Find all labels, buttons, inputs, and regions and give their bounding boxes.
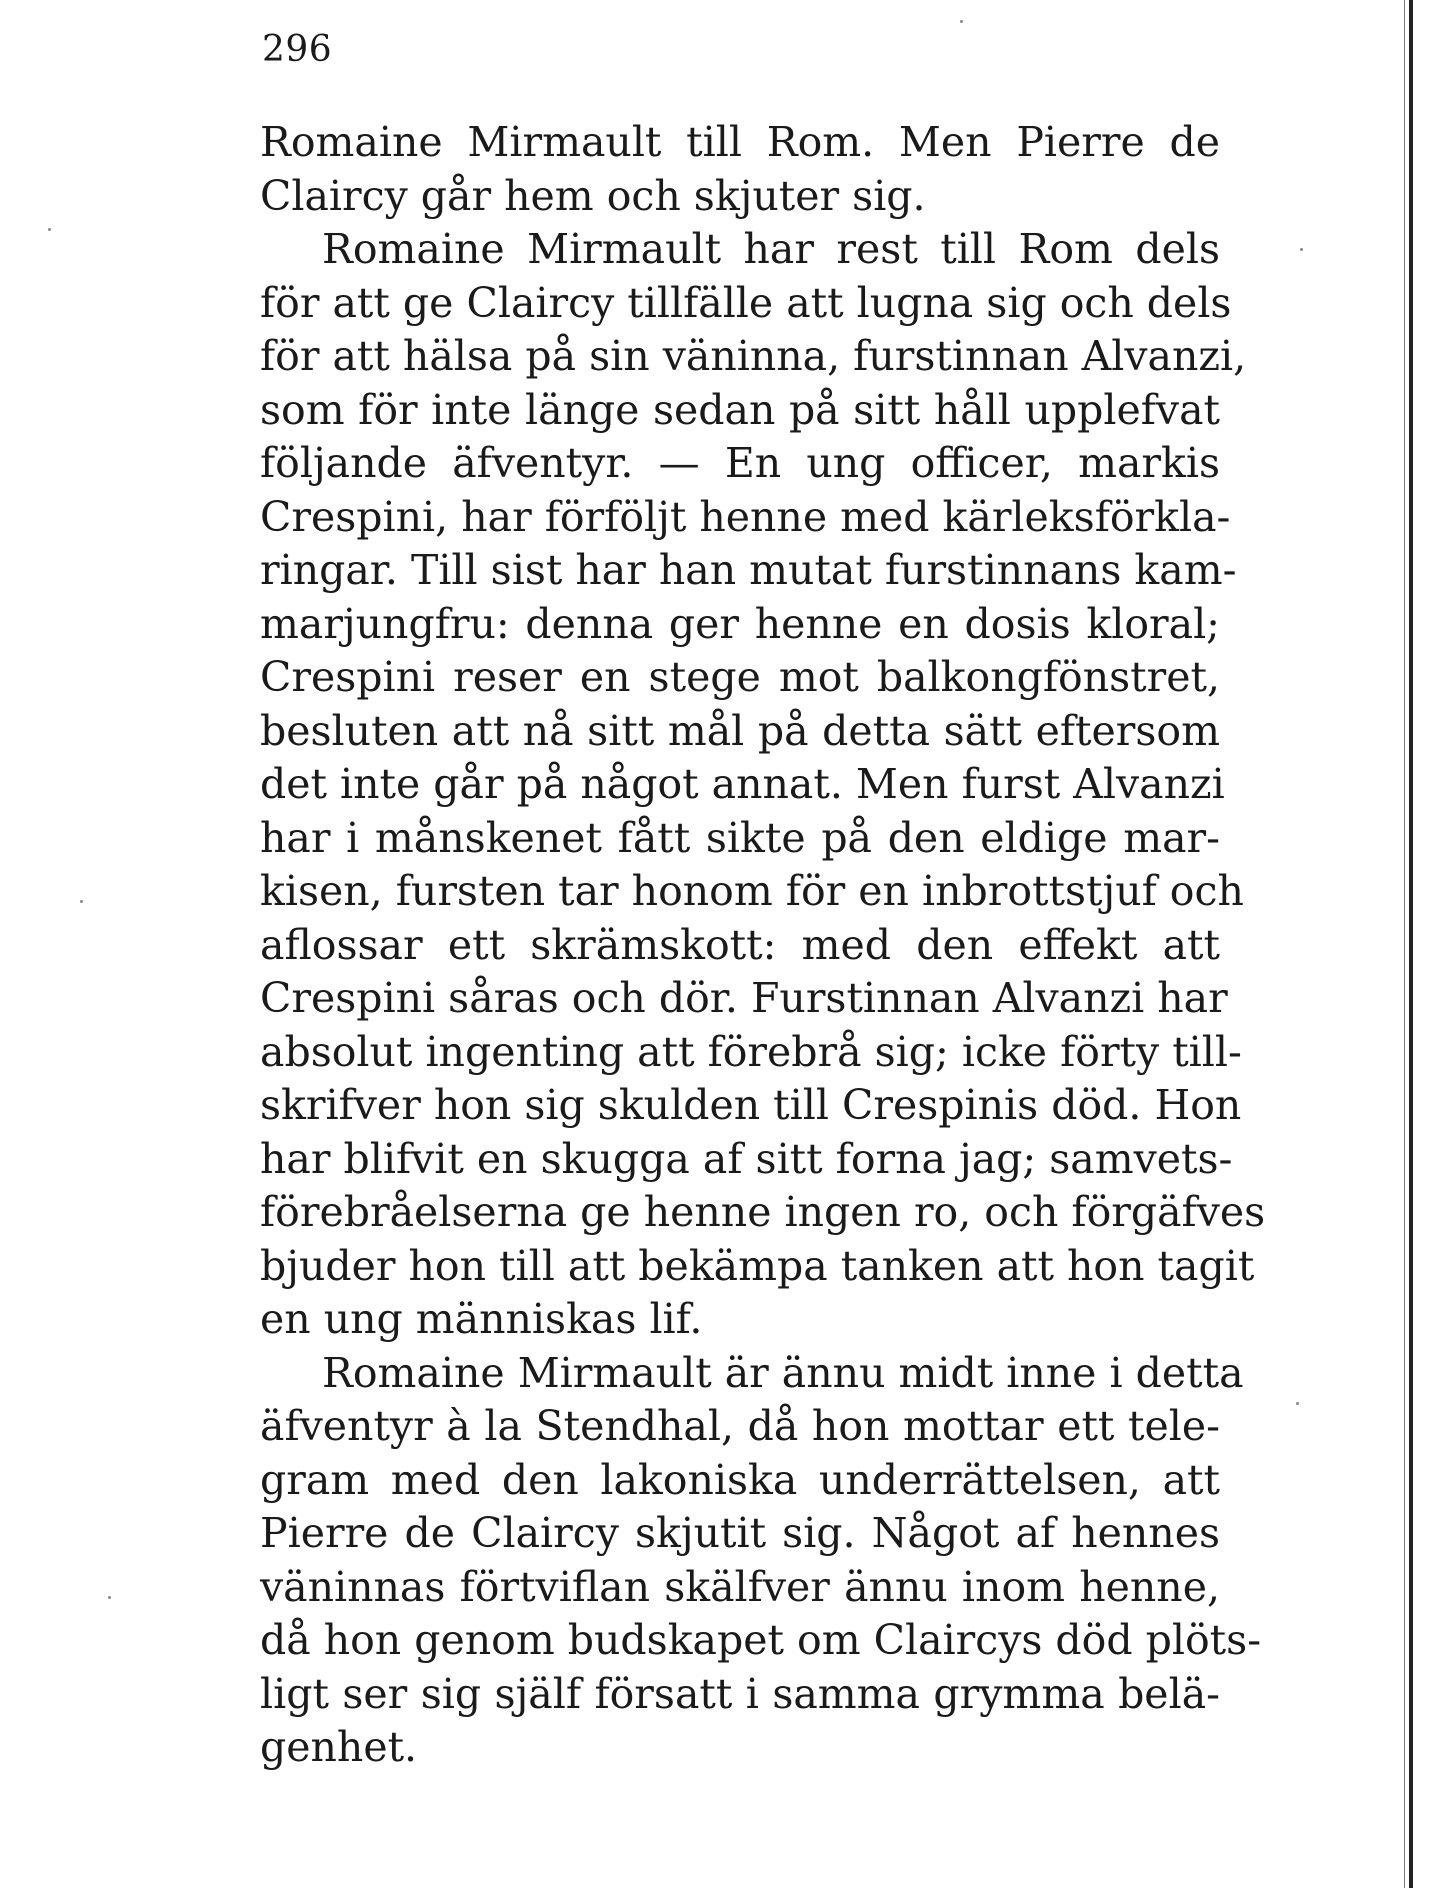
text-line: för att hälsa på sin väninna, furstinnan Alvanzi, [260, 332, 1247, 380]
scan-speck [108, 1596, 111, 1599]
text-line: absolut ingenting att förebrå sig; icke förty till- [260, 1027, 1242, 1076]
text-line: Claircy går hem och skjuter sig. [260, 171, 926, 220]
page-number: 296 [262, 29, 333, 70]
text-line: besluten att nå sitt mål på detta sätt eftersom [260, 706, 1220, 755]
text-line: Pierre de Claircy skjutit sig. Något af hennes [260, 1509, 1220, 1557]
text-line: väninnas förtviflan skälfver ännu inom henne, [260, 1562, 1220, 1611]
text-line: förebråelserna ge henne ingen ro, och förgäfves [260, 1188, 1266, 1236]
text-line: då hon genom budskapet om Claircys död plöts- [260, 1616, 1262, 1664]
text-line: har i månskenet fått sikte på den eldige mar- [260, 813, 1220, 862]
body-text [260, 116, 1266, 1775]
text-line: ringar. Till sist har han mutat furstinnans kam- [260, 546, 1237, 594]
text-line: har blifvit en skugga af sitt forna jag; samvets- [260, 1134, 1233, 1183]
scan-speck [48, 228, 51, 231]
text-line: äfventyr à la Stendhal, då hon mottar ett tele- [260, 1402, 1220, 1450]
text-line: som för inte länge sedan på sitt håll upplefvat [260, 385, 1220, 434]
text-line: Romaine Mirmault till Rom. Men Pierre de [260, 118, 1220, 166]
scan-speck [1296, 1402, 1299, 1405]
text-line: en ung människas lif. [260, 1295, 703, 1343]
text-line: genhet. [260, 1723, 418, 1771]
text-line: Crespini såras och dör. Furstinnan Alvanzi har [260, 974, 1228, 1022]
text-line: kisen, fursten tar honom för en inbrottstjuf och [260, 867, 1244, 915]
text-line: följande äfventyr. — En ung officer, markis [260, 439, 1220, 487]
page-edge-shadow [1404, 0, 1405, 1888]
text-line: det inte går på något annat. Men furst Alvanzi [260, 760, 1225, 808]
text-line: ligt ser sig själf försatt i samma grymma belä- [260, 1669, 1220, 1718]
scan-speck [1300, 248, 1303, 251]
text-line: för att ge Claircy tillfälle att lugna sig och dels [260, 278, 1232, 327]
text-line: bjuder hon till att bekämpa tanken att hon tagit [260, 1241, 1255, 1290]
text-line: gram med den lakoniska underrättelsen, att [260, 1455, 1220, 1504]
text-line: skrifver hon sig skulden till Crespinis död. Hon [260, 1081, 1242, 1129]
text-line: aflossar ett skrämskott: med den effekt att [260, 920, 1220, 969]
scan-speck [80, 900, 83, 903]
page-binding-edge [1409, 0, 1413, 1888]
text-line: Romaine Mirmault har rest till Rom dels [322, 225, 1220, 273]
text-line: Crespini, har förföljt henne med kärleksförkla- [260, 492, 1231, 541]
text-line: Romaine Mirmault är ännu midt inne i detta [322, 1348, 1244, 1397]
text-line: marjungfru: denna ger henne en dosis kloral; [260, 599, 1220, 648]
scan-speck [960, 20, 963, 23]
text-line: Crespini reser en stege mot balkongfönstret, [260, 653, 1220, 701]
